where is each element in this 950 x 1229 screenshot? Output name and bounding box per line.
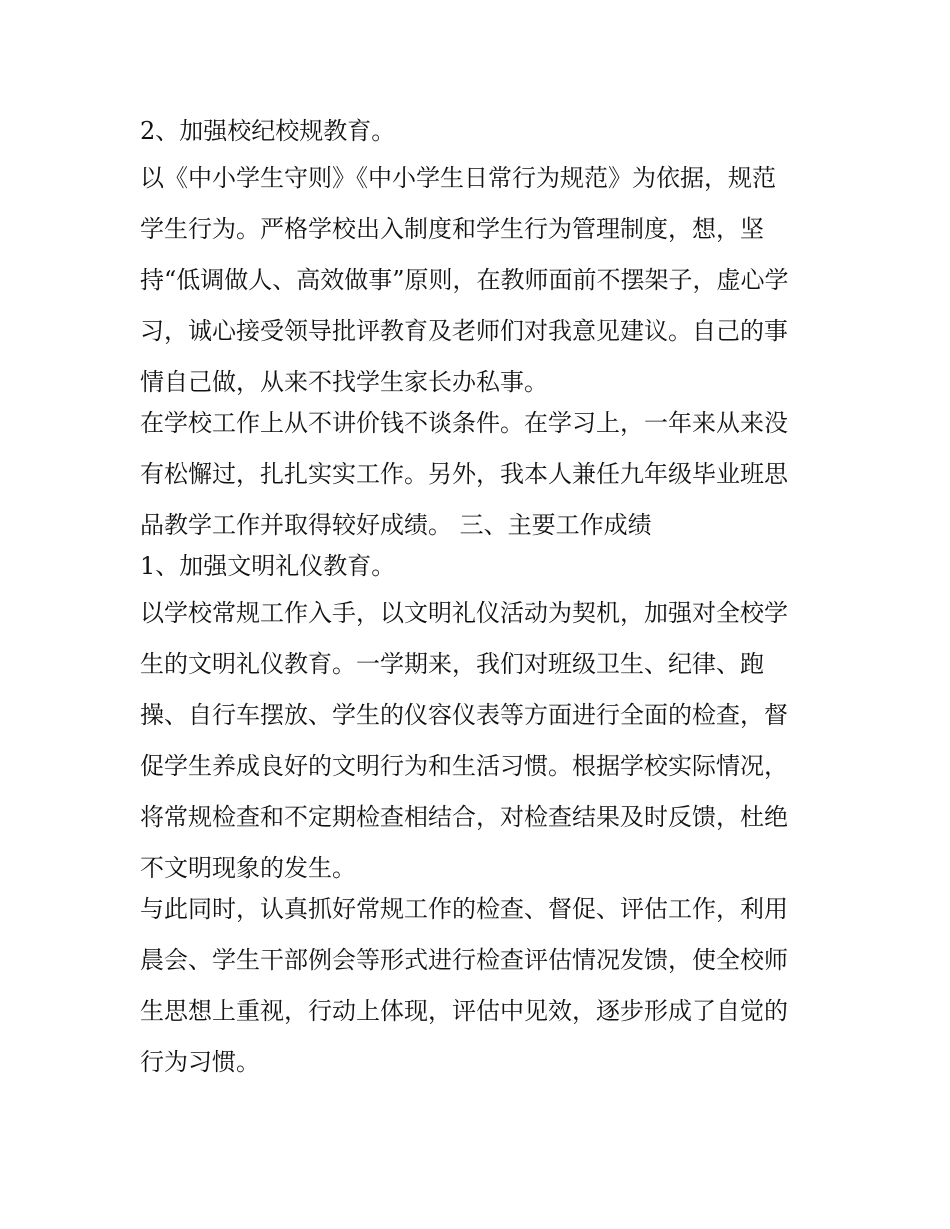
text-line: 行为习惯。 [140, 1048, 260, 1076]
text-line: 在学校工作上从不讲价钱不谈条件。在学习上，一年来从来没 [140, 409, 788, 437]
text-line: 以学校常规工作入手，以文明礼仪活动为契机，加强对全校学 [140, 599, 788, 627]
document-body [140, 112, 820, 1084]
heading-school-discipline: 2、加强校纪校规教育。 [140, 117, 396, 145]
text-line: 情自己做，从来不找学生家长办私事。 [140, 368, 548, 396]
text-line: 习，诚心接受领导批评教育及老师们对我意见建议。自己的事 [140, 317, 788, 345]
text-line: 持“低调做人、高效做事”原则，在教师面前不摆架子，虚心学 [140, 266, 789, 294]
text-line: 操、自行车摆放、学生的仪容仪表等方面进行全面的检查，督 [140, 701, 788, 729]
text-line: 与此同时，认真抓好常规工作的检查、督促、评估工作，利用 [140, 895, 788, 923]
text-line: 将常规检查和不定期检查相结合，对检查结果及时反馈，杜绝 [140, 803, 788, 831]
text-line: 生思想上重视，行动上体现，评估中见效，逐步形成了自觉的 [140, 997, 788, 1025]
text-line: 不文明现象的发生。 [140, 854, 356, 882]
text-line: 有松懈过，扎扎实实工作。另外，我本人兼任九年级毕业班思 [140, 460, 788, 488]
text-line: 促学生养成良好的文明行为和生活习惯。根据学校实际情况， [140, 752, 788, 780]
text-line: 生的文明礼仪教育。一学期来，我们对班级卫生、纪律、跑 [140, 650, 764, 678]
text-line: 晨会、学生干部例会等形式进行检查评估情况发馈，使全校师 [140, 946, 788, 974]
text-line: 学生行为。严格学校出入制度和学生行为管理制度，想，坚 [140, 215, 764, 243]
heading-civility-education: 1、加强文明礼仪教育。 [140, 552, 396, 580]
text-line: 以《中小学生守则》《中小学生日常行为规范》为依据，规范 [140, 164, 776, 192]
text-line: 品教学工作并取得较好成绩。 三、主要工作成绩 [140, 511, 652, 539]
